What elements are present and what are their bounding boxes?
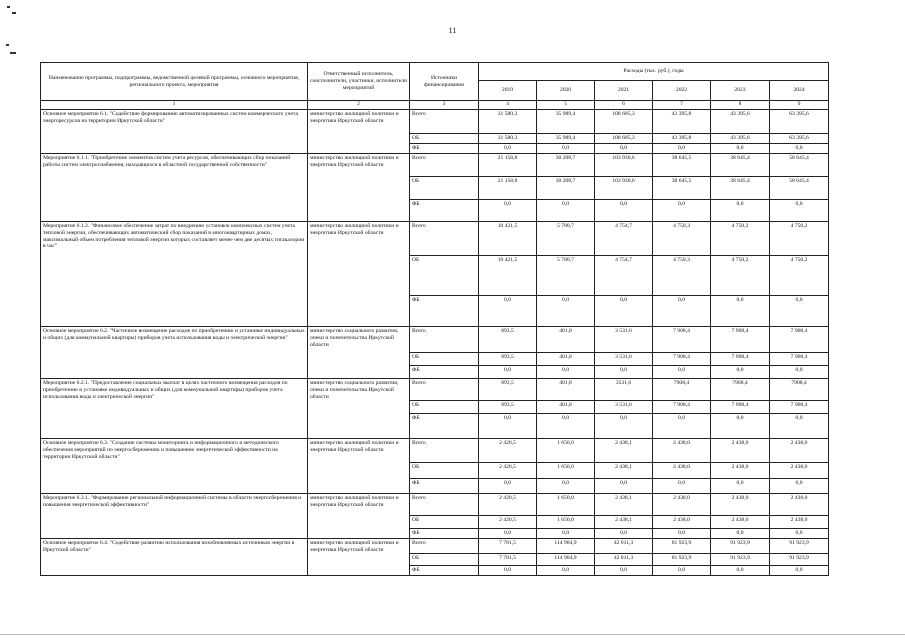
- measure-name: Мероприятие 6.1.2. "Финансовое обеспечение затрат по внедрению установок комплексных систем учета тепловой энергии, обеспечивающих автоматический сбор показаний в многоквартирных домах, максимальный объем потребления тепловой энергии которых составляет менее чем две десятых гигакалории в час": [41, 222, 308, 327]
- header-year: 2019: [479, 81, 537, 101]
- column-number: 5: [537, 101, 595, 110]
- expense-value: 7908,4: [770, 379, 829, 401]
- table-row: [41, 222, 829, 256]
- table-row: [41, 110, 829, 134]
- expense-value: 91 923,9: [770, 554, 829, 566]
- expense-value: 0,0: [537, 366, 595, 379]
- expense-value: 7 908,4: [653, 401, 711, 414]
- column-number: 3: [410, 101, 479, 110]
- expense-value: 35 989,4: [537, 110, 595, 134]
- expense-value: 114 904,9: [537, 539, 595, 554]
- funding-source: ОБ: [410, 177, 479, 200]
- expense-value: 0,0: [653, 296, 711, 327]
- expense-value: 38 645,4: [711, 177, 770, 200]
- expense-value: 0,0: [595, 200, 653, 222]
- measure-name: Основное мероприятие 6.1. "Содействие формированию автоматизированных систем коммерческого учета энергоресурсов на территории Иркутской области": [41, 110, 308, 154]
- measure-name: Основное мероприятие 6.4. "Содействие развитию использования возобновляемых источников энергии в Иркутской области": [41, 539, 308, 576]
- funding-source: ОБ: [410, 353, 479, 366]
- measure-executor: министерство социального развития, опеки и попечительства Иркутской области: [308, 379, 410, 439]
- funding-source: ОБ: [410, 256, 479, 296]
- column-number: 6: [595, 101, 653, 110]
- expense-value: 7 908,4: [653, 353, 711, 366]
- expense-value: 3 531,6: [595, 401, 653, 414]
- expense-value: 43 395,6: [711, 134, 770, 144]
- scan-mark: [10, 52, 16, 54]
- measure-executor: министерство жилищной политики и энергетики Иркутской области: [308, 494, 410, 539]
- expense-value: 30 208,7: [537, 177, 595, 200]
- expense-value: 2 438,0: [711, 516, 770, 529]
- expense-value: 42 011,3: [595, 539, 653, 554]
- expense-value: 0,0: [479, 296, 537, 327]
- measure-name: Мероприятие 6.1.1. "Приобретение элементов систем учета ресурсов, обеспечивающих сбор показаний работы систем электроснабжения, находящихся в областной государственной собственности": [41, 154, 308, 222]
- funding-source: ОБ: [410, 134, 479, 144]
- expense-value: 63 395,6: [770, 110, 829, 134]
- expense-value: 10 421,5: [479, 256, 537, 296]
- funding-source: ФБ: [410, 529, 479, 539]
- expense-value: 0,0: [711, 200, 770, 222]
- expense-value: 2 420,5: [479, 463, 537, 479]
- expense-value: 0,0: [537, 200, 595, 222]
- measure-executor: министерство жилищной политики и энергетики Иркутской области: [308, 222, 410, 327]
- header-year: 2024: [770, 81, 829, 101]
- expense-value: 2 438,0: [711, 494, 770, 516]
- expense-value: 0,0: [595, 144, 653, 154]
- measure-executor: министерство жилищной политики и энергетики Иркутской области: [308, 439, 410, 494]
- funding-source: ФБ: [410, 200, 479, 222]
- expense-value: 2 438,0: [770, 463, 829, 479]
- expense-value: 103 930,6: [595, 177, 653, 200]
- header-year: 2022: [653, 81, 711, 101]
- expense-value: 0,0: [770, 479, 829, 494]
- expense-value: 0,0: [479, 200, 537, 222]
- expense-value: 58 645,4: [770, 154, 829, 177]
- expense-value: 0,0: [711, 529, 770, 539]
- expense-value: 2 420,5: [479, 439, 537, 463]
- expense-value: 4 750,2: [770, 256, 829, 296]
- expense-value: 893,5: [479, 401, 537, 414]
- measure-name: Основное мероприятие 6.2. "Частичное возмещение расходов по приобретению и установке индивидуальных и общих (для коммунальной квартиры) приборов учета использования воды и электрической энергии": [41, 327, 308, 379]
- measure-executor: министерство жилищной политики и энергетики Иркутской области: [308, 110, 410, 154]
- funding-source: Всего: [410, 327, 479, 353]
- expense-value: 4 750,3: [653, 256, 711, 296]
- expense-value: 0,0: [537, 144, 595, 154]
- funding-source: Всего: [410, 222, 479, 256]
- expense-value: 893,5: [479, 353, 537, 366]
- expense-value: 0,0: [711, 296, 770, 327]
- measure-name: Основное мероприятие 6.3. "Создание системы мониторинга и информационного и методического обеспечения мероприятий по энергосбережению и повышению энергетической эффективности на территории Иркутской области": [41, 439, 308, 494]
- table-body: [41, 110, 829, 576]
- column-numbers-row: [41, 101, 829, 110]
- expense-value: 0,0: [537, 479, 595, 494]
- expense-value: 0,0: [711, 479, 770, 494]
- expense-value: 43 395,6: [711, 110, 770, 134]
- expense-value: 0,0: [653, 144, 711, 154]
- expense-value: 63 395,6: [770, 134, 829, 144]
- expense-value: 0,0: [537, 296, 595, 327]
- expense-value: 4 750,2: [711, 256, 770, 296]
- expense-value: 401,8: [537, 401, 595, 414]
- expense-value: 0,0: [770, 200, 829, 222]
- funding-source: ФБ: [410, 414, 479, 439]
- funding-source: Всего: [410, 154, 479, 177]
- expense-value: 81 923,9: [653, 554, 711, 566]
- table-row: [41, 379, 829, 401]
- expense-value: 103 930,6: [595, 154, 653, 177]
- expense-value: 0,0: [595, 479, 653, 494]
- expense-value: 7 908,4: [770, 353, 829, 366]
- expense-value: 2 438,1: [595, 494, 653, 516]
- expense-value: 21 158,8: [479, 154, 537, 177]
- expense-value: 3 531,6: [595, 327, 653, 353]
- expense-value: 0,0: [537, 529, 595, 539]
- expense-value: 2 438,0: [711, 439, 770, 463]
- expense-value: 91 923,9: [711, 554, 770, 566]
- expense-value: 1 650,0: [537, 494, 595, 516]
- expense-value: 42 011,3: [595, 554, 653, 566]
- funding-source: ОБ: [410, 463, 479, 479]
- expense-value: 7 908,4: [770, 327, 829, 353]
- column-number: 7: [653, 101, 711, 110]
- expense-value: 7 908,4: [770, 401, 829, 414]
- expense-value: 893,5: [479, 327, 537, 353]
- funding-source: Всего: [410, 110, 479, 134]
- expense-value: 7908,4: [653, 379, 711, 401]
- expense-value: 401,8: [537, 353, 595, 366]
- expense-value: 0,0: [711, 366, 770, 379]
- expense-value: 7 908,4: [711, 401, 770, 414]
- table-row: [41, 154, 829, 177]
- expense-value: 7 781,5: [479, 554, 537, 566]
- expense-value: 108 685,3: [595, 134, 653, 144]
- expense-value: 0,0: [653, 414, 711, 439]
- expense-value: 7 908,4: [653, 327, 711, 353]
- expense-value: 43 395,8: [653, 134, 711, 144]
- expense-value: 114 904,9: [537, 554, 595, 566]
- expense-value: 0,0: [595, 366, 653, 379]
- expense-value: 7 908,4: [711, 353, 770, 366]
- expense-value: 4 754,7: [595, 222, 653, 256]
- expense-value: 2 438,0: [653, 463, 711, 479]
- expense-value: 91 923,9: [770, 539, 829, 554]
- header-name: Наименование программы, подпрограммы, ведомственной целевой программы, основного мероприятия, регионального проекта, мероприятия: [41, 63, 308, 101]
- expense-value: 0,0: [653, 566, 711, 576]
- expense-value: 35 989,4: [537, 134, 595, 144]
- expense-value: 1 650,0: [537, 439, 595, 463]
- expense-value: 0,0: [479, 144, 537, 154]
- expense-value: 0,0: [595, 566, 653, 576]
- expense-value: 7 781,5: [479, 539, 537, 554]
- expense-value: 0,0: [711, 144, 770, 154]
- expense-value: 1 650,0: [537, 516, 595, 529]
- expense-value: 0,0: [537, 414, 595, 439]
- expense-value: 7 908,4: [711, 327, 770, 353]
- expense-value: 21 158,8: [479, 177, 537, 200]
- expense-value: 10 421,5: [479, 222, 537, 256]
- column-number: 9: [770, 101, 829, 110]
- expense-value: 0,0: [770, 529, 829, 539]
- expense-value: 31 580,3: [479, 110, 537, 134]
- funding-source: Всего: [410, 539, 479, 554]
- expense-value: 0,0: [653, 529, 711, 539]
- expense-value: 0,0: [537, 566, 595, 576]
- header-year: 2021: [595, 81, 653, 101]
- expense-value: 4 750,2: [770, 222, 829, 256]
- page-edge-line: [0, 634, 905, 635]
- expense-value: 2 438,0: [711, 463, 770, 479]
- expense-value: 4 754,7: [595, 256, 653, 296]
- scan-mark: [7, 6, 10, 8]
- expense-value: 4 750,3: [653, 222, 711, 256]
- expense-value: 58 645,4: [770, 177, 829, 200]
- expense-value: 401,8: [537, 327, 595, 353]
- page-number: 11: [448, 26, 457, 35]
- funding-source: ФБ: [410, 566, 479, 576]
- funding-source: Всего: [410, 379, 479, 401]
- funding-source: Всего: [410, 494, 479, 516]
- expense-value: 108 685,3: [595, 110, 653, 134]
- expense-value: 0,0: [479, 566, 537, 576]
- expense-value: 2 438,0: [770, 516, 829, 529]
- funding-source: ОБ: [410, 516, 479, 529]
- column-number: 1: [41, 101, 308, 110]
- header-source: Источники финансирования: [410, 63, 479, 101]
- table-row: [41, 494, 829, 516]
- expense-value: 2 438,0: [653, 439, 711, 463]
- column-number: 8: [711, 101, 770, 110]
- expense-value: 81 923,9: [653, 539, 711, 554]
- expense-value: 893,5: [479, 379, 537, 401]
- expense-value: 3 531,6: [595, 353, 653, 366]
- funding-source: ОБ: [410, 401, 479, 414]
- measure-name: Мероприятие 6.3.1. "Формирование региональной информационной системы в области энергосбережения и повышения энергетической эффективности": [41, 494, 308, 539]
- expense-value: 0,0: [595, 414, 653, 439]
- expense-value: 0,0: [770, 366, 829, 379]
- expense-value: 2 438,1: [595, 516, 653, 529]
- expense-value: 0,0: [770, 144, 829, 154]
- scan-mark: [6, 44, 9, 46]
- expense-value: 401,8: [537, 379, 595, 401]
- measure-name: Мероприятие 6.2.1. "Предоставление социальных выплат в целях частичного возмещения расходов по приобретению и установке индивидуальных и общих (для коммунальной квартиры) приборов учета использования воды и электрической энергии": [41, 379, 308, 439]
- expense-value: 0,0: [653, 479, 711, 494]
- table-row: [41, 439, 829, 463]
- funding-source: ФБ: [410, 296, 479, 327]
- expense-value: 43 395,8: [653, 110, 711, 134]
- expense-value: 2 438,0: [653, 494, 711, 516]
- expense-value: 1 650,0: [537, 463, 595, 479]
- expense-value: 38 645,5: [653, 154, 711, 177]
- funding-source: ФБ: [410, 144, 479, 154]
- expense-value: 0,0: [653, 366, 711, 379]
- header-expenses: Расходы (тыс. руб.), годы: [479, 63, 829, 81]
- expense-value: 0,0: [595, 529, 653, 539]
- expense-value: 91 923,9: [711, 539, 770, 554]
- scan-mark: [12, 12, 16, 14]
- column-number: 2: [308, 101, 410, 110]
- header-row: [41, 63, 829, 81]
- expense-value: 0,0: [595, 296, 653, 327]
- expense-value: 0,0: [770, 566, 829, 576]
- expense-value: 4 750,2: [711, 222, 770, 256]
- expense-value: 5 780,7: [537, 256, 595, 296]
- expense-value: 0,0: [479, 479, 537, 494]
- measure-executor: министерство жилищной политики и энергетики Иркутской области: [308, 539, 410, 576]
- expense-value: 38 645,5: [653, 177, 711, 200]
- expense-value: 5 780,7: [537, 222, 595, 256]
- expense-value: 0,0: [479, 529, 537, 539]
- expense-value: 0,0: [711, 414, 770, 439]
- funding-source: ФБ: [410, 366, 479, 379]
- expense-value: 2 438,0: [653, 516, 711, 529]
- expense-value: 0,0: [770, 296, 829, 327]
- funding-source: ОБ: [410, 554, 479, 566]
- expense-value: 3531,6: [595, 379, 653, 401]
- expense-value: 2 438,0: [770, 494, 829, 516]
- funding-source: ФБ: [410, 479, 479, 494]
- financing-table: [40, 62, 829, 576]
- measure-executor: министерство социального развития, опеки и попечительства Иркутской области: [308, 327, 410, 379]
- expense-value: 2 420,5: [479, 516, 537, 529]
- expense-value: 38 645,4: [711, 154, 770, 177]
- expense-value: 0,0: [653, 200, 711, 222]
- column-number: 4: [479, 101, 537, 110]
- expense-value: 0,0: [479, 414, 537, 439]
- expense-value: 31 580,3: [479, 134, 537, 144]
- expense-value: 0,0: [479, 366, 537, 379]
- header-executor: Ответственный исполнитель, соисполнители, участники, исполнители мероприятий: [308, 63, 410, 101]
- expense-value: 7908,4: [711, 379, 770, 401]
- table-row: [41, 539, 829, 554]
- header-year: 2023: [711, 81, 770, 101]
- funding-source: Всего: [410, 439, 479, 463]
- table-row: [41, 327, 829, 353]
- header-year: 2020: [537, 81, 595, 101]
- expense-value: 2 438,1: [595, 439, 653, 463]
- expense-value: 2 438,0: [770, 439, 829, 463]
- expense-value: 2 420,5: [479, 494, 537, 516]
- expense-value: 2 438,1: [595, 463, 653, 479]
- measure-executor: министерство жилищной политики и энергетики Иркутской области: [308, 154, 410, 222]
- expense-value: 0,0: [770, 414, 829, 439]
- expense-value: 0,0: [711, 566, 770, 576]
- expense-value: 30 208,7: [537, 154, 595, 177]
